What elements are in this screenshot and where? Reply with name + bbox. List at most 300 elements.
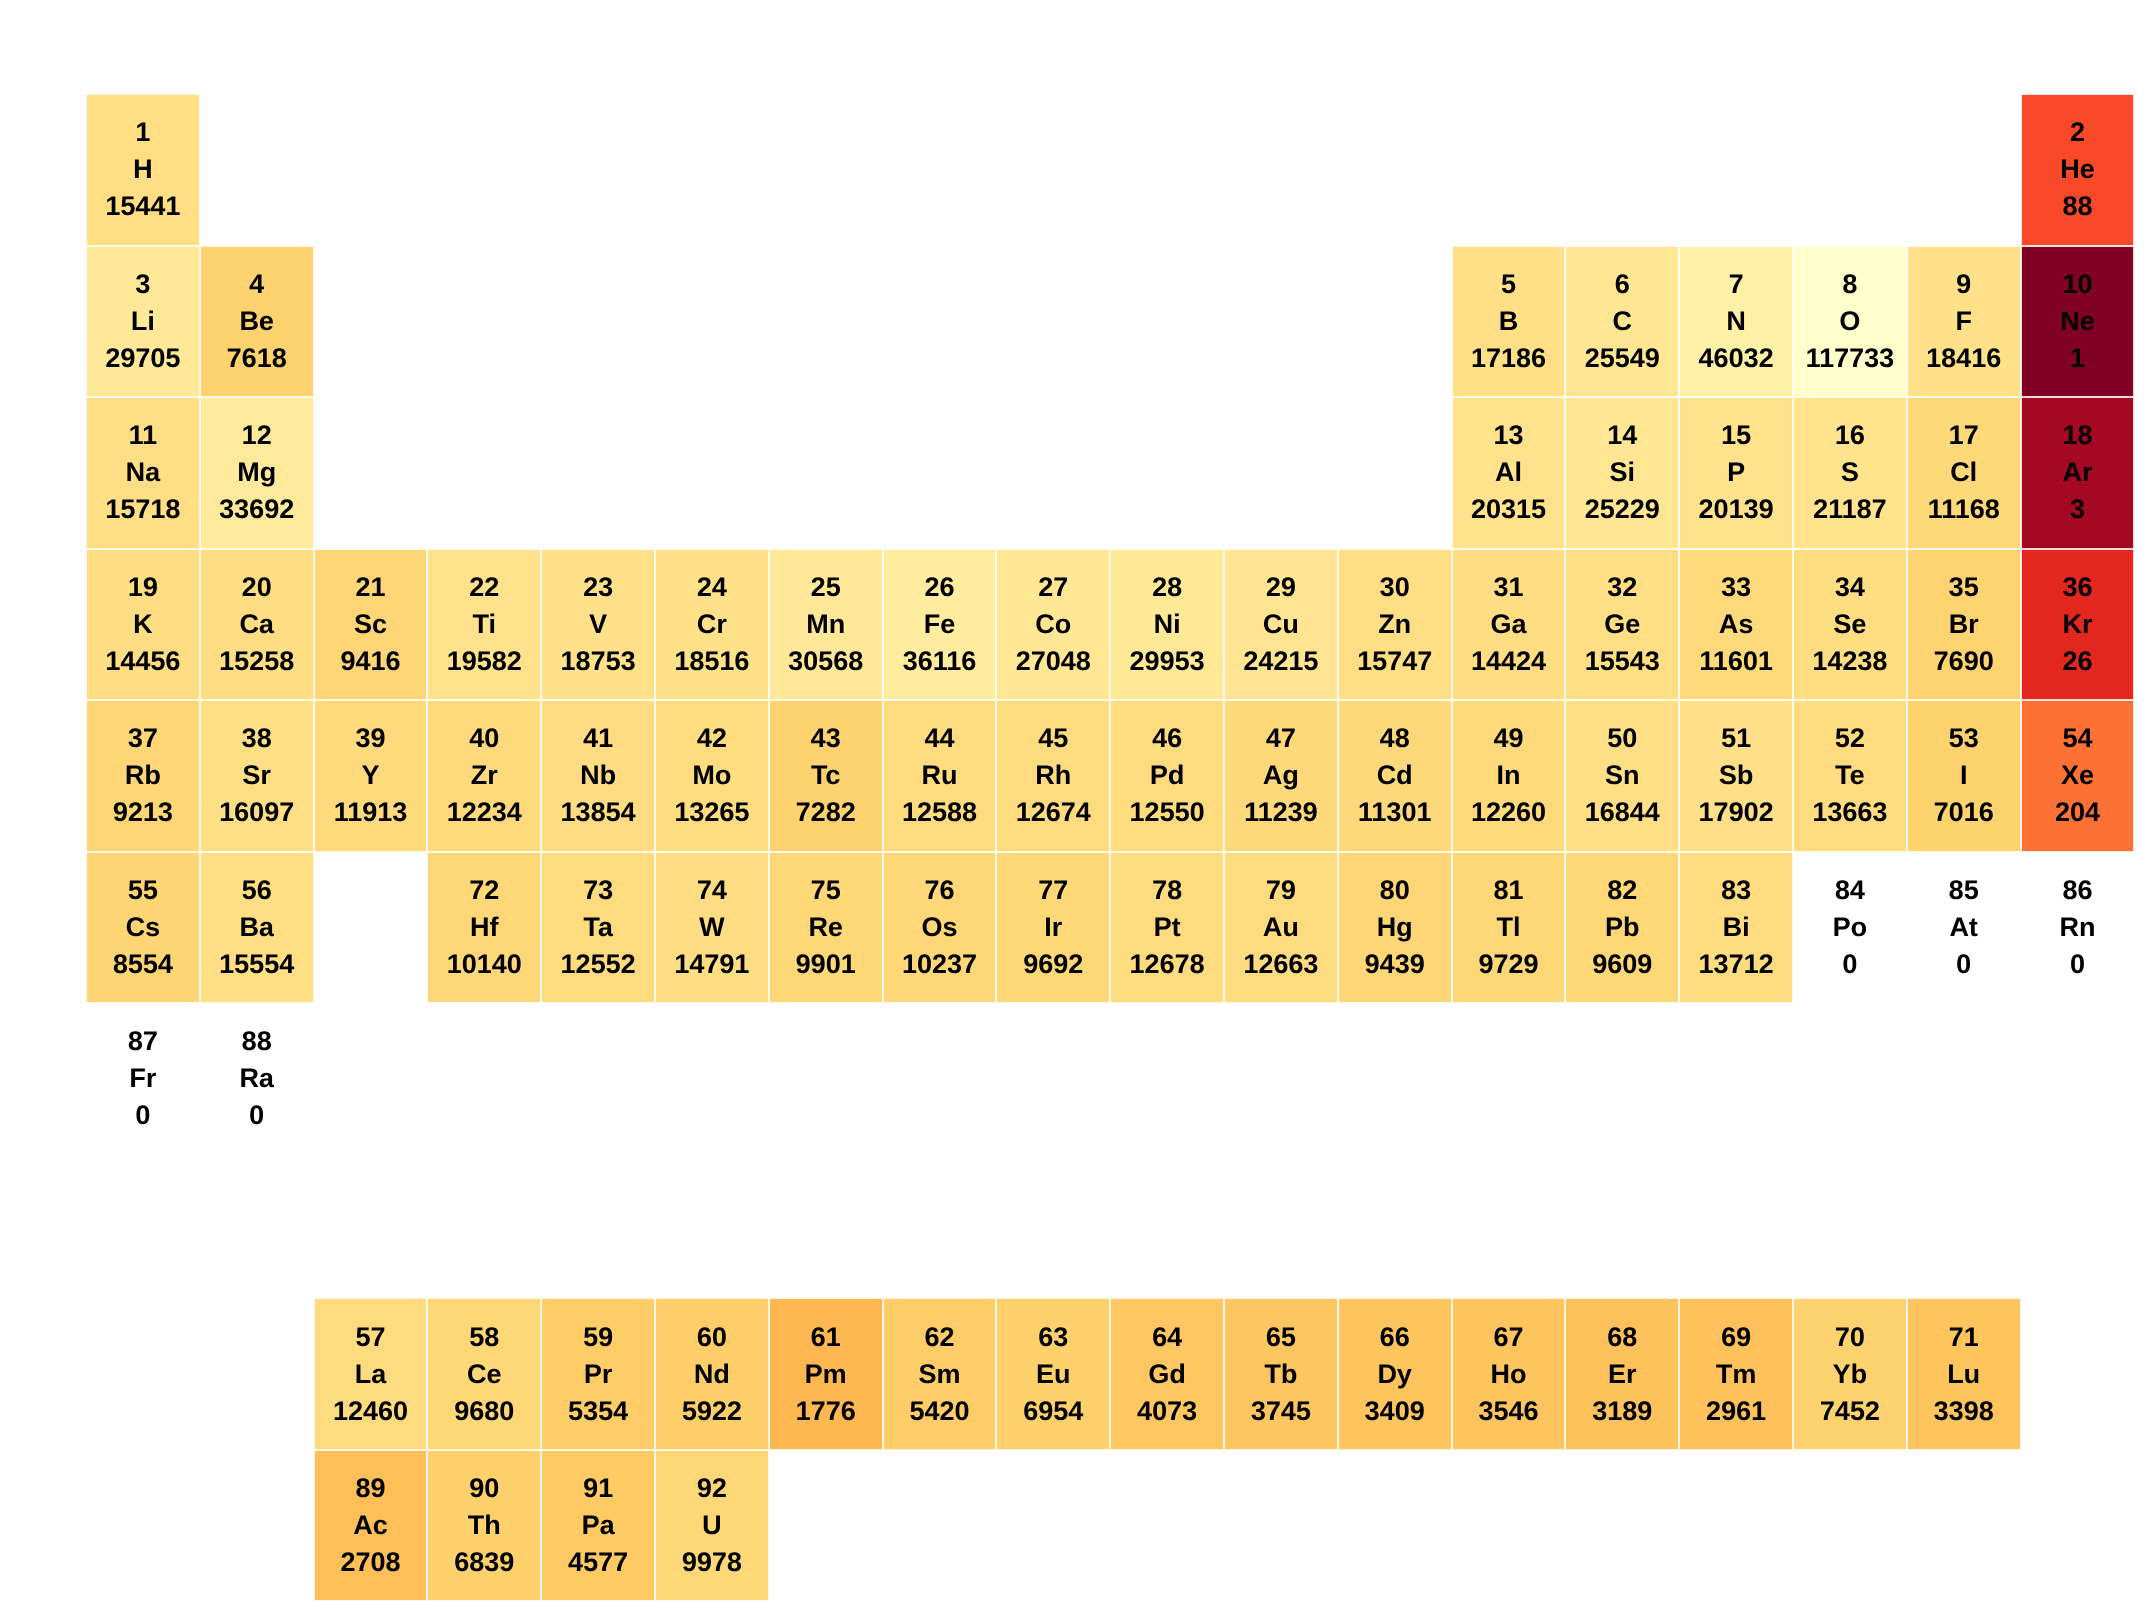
element-symbol: H (133, 154, 153, 185)
element-symbol: Sr (242, 760, 271, 791)
element-value: 5922 (681, 1395, 742, 1426)
element-symbol: Hg (1376, 911, 1413, 942)
atomic-number: 24 (696, 571, 727, 602)
element-symbol: Ne (2060, 305, 2095, 336)
atomic-number: 84 (1834, 874, 1865, 905)
atomic-number: 75 (810, 874, 841, 905)
element-value: 15747 (1357, 645, 1433, 676)
atomic-number: 7 (1728, 268, 1744, 299)
element-cell-rn (2021, 852, 2135, 1004)
atomic-number: 21 (355, 571, 386, 602)
element-cell-nb (541, 700, 655, 852)
element-symbol: Xe (2060, 760, 2094, 791)
element-cell-mo (655, 700, 769, 852)
element-value: 12260 (1470, 797, 1547, 828)
element-cell-k (86, 549, 200, 701)
atomic-number: 71 (1948, 1321, 1979, 1352)
element-symbol: C (1612, 305, 1633, 336)
element-value: 204 (2054, 797, 2101, 828)
element-cell-ce (427, 1298, 541, 1450)
element-symbol: Cr (696, 608, 727, 639)
element-value: 9609 (1592, 948, 1653, 979)
atomic-number: 78 (1152, 874, 1183, 905)
element-value: 7016 (1933, 797, 1994, 828)
element-symbol: Zn (1378, 608, 1412, 639)
element-cell-mg (200, 397, 314, 549)
element-value: 7282 (795, 797, 856, 828)
element-value: 33692 (219, 494, 295, 525)
atomic-number: 87 (127, 1026, 158, 1057)
element-symbol: Pm (804, 1358, 847, 1389)
element-symbol: Te (1835, 760, 1865, 791)
element-symbol: La (354, 1358, 387, 1389)
element-symbol: Tl (1496, 911, 1521, 942)
element-cell-yb (1793, 1298, 1907, 1450)
element-value: 5420 (909, 1395, 970, 1426)
element-value: 88 (2062, 191, 2093, 222)
atomic-number: 29 (1265, 571, 1296, 602)
element-symbol: Po (1832, 911, 1868, 942)
element-cell-sn (1565, 700, 1679, 852)
element-value: 18516 (674, 645, 750, 676)
element-value: 16097 (219, 797, 295, 828)
element-value: 3 (2069, 494, 2085, 525)
element-value: 18416 (1926, 342, 2002, 373)
element-value: 19582 (446, 645, 522, 676)
atomic-number: 37 (127, 723, 158, 754)
element-value: 29953 (1129, 645, 1205, 676)
element-symbol: P (1727, 457, 1746, 488)
element-value: 15718 (105, 494, 181, 525)
element-symbol: Cl (1950, 457, 1978, 488)
atomic-number: 44 (924, 723, 955, 754)
element-cell-ag (1224, 700, 1338, 852)
element-value: 7618 (226, 342, 287, 373)
atomic-number: 13 (1493, 420, 1524, 451)
element-symbol: Lu (1947, 1358, 1981, 1389)
element-value: 26 (2062, 645, 2093, 676)
element-cell-ar (2021, 397, 2135, 549)
element-cell-os (883, 852, 997, 1004)
element-symbol: Ac (353, 1510, 388, 1541)
atomic-number: 26 (924, 571, 955, 602)
element-value: 27048 (1015, 645, 1091, 676)
atomic-number: 6 (1614, 268, 1630, 299)
element-symbol: Sc (353, 608, 387, 639)
element-value: 0 (249, 1100, 265, 1131)
atomic-number: 3 (135, 268, 151, 299)
element-cell-b (1452, 246, 1566, 398)
element-cell-pb (1565, 852, 1679, 1004)
element-value: 3189 (1592, 1395, 1653, 1426)
element-cell-sr (200, 700, 314, 852)
atomic-number: 1 (135, 117, 151, 148)
element-symbol: Ar (2062, 457, 2093, 488)
element-symbol: Fe (923, 608, 956, 639)
element-value: 7690 (1933, 645, 1994, 676)
element-value: 13712 (1698, 948, 1774, 979)
element-value: 15258 (219, 645, 295, 676)
atomic-number: 43 (810, 723, 841, 754)
atomic-number: 18 (2062, 420, 2093, 451)
atomic-number: 62 (924, 1321, 955, 1352)
element-cell-se (1793, 549, 1907, 701)
element-value: 0 (2069, 948, 2085, 979)
atomic-number: 55 (127, 874, 158, 905)
element-symbol: Ir (1044, 911, 1063, 942)
element-cell-zn (1338, 549, 1452, 701)
atomic-number: 89 (355, 1473, 386, 1504)
element-symbol: O (1839, 305, 1861, 336)
atomic-number: 61 (810, 1321, 841, 1352)
atomic-number: 22 (469, 571, 500, 602)
element-symbol: Kr (2062, 608, 2093, 639)
atomic-number: 90 (469, 1473, 500, 1504)
element-value: 13663 (1812, 797, 1888, 828)
element-value: 11301 (1357, 797, 1432, 828)
element-value: 17186 (1470, 342, 1547, 373)
atomic-number: 46 (1152, 723, 1183, 754)
atomic-number: 48 (1379, 723, 1410, 754)
element-symbol: Mo (692, 760, 732, 791)
element-symbol: Ru (921, 760, 958, 791)
element-cell-na (86, 397, 200, 549)
element-symbol: Au (1262, 911, 1299, 942)
element-symbol: Y (361, 760, 380, 791)
element-value: 9692 (1023, 948, 1084, 979)
element-value: 29705 (105, 342, 181, 373)
atomic-number: 66 (1379, 1321, 1410, 1352)
element-cell-hg (1338, 852, 1452, 1004)
element-value: 3409 (1364, 1395, 1425, 1426)
element-symbol: Tc (810, 760, 841, 791)
atomic-number: 19 (127, 571, 158, 602)
element-symbol: Th (467, 1510, 501, 1541)
atomic-number: 40 (469, 723, 500, 754)
element-value: 3398 (1933, 1395, 1994, 1426)
atomic-number: 58 (469, 1321, 500, 1352)
element-value: 10237 (901, 948, 978, 979)
element-value: 11913 (333, 797, 408, 828)
element-symbol: Pb (1605, 911, 1640, 942)
element-symbol: Mg (237, 457, 277, 488)
atomic-number: 16 (1834, 420, 1865, 451)
element-cell-in (1452, 700, 1566, 852)
element-symbol: Os (921, 911, 958, 942)
element-cell-bi (1679, 852, 1793, 1004)
element-symbol: V (589, 608, 608, 639)
element-symbol: Rh (1035, 760, 1072, 791)
atomic-number: 12 (241, 420, 272, 451)
element-symbol: Yb (1832, 1358, 1868, 1389)
element-cell-te (1793, 700, 1907, 852)
element-symbol: Tm (1715, 1358, 1757, 1389)
element-symbol: Si (1609, 457, 1636, 488)
element-value: 12588 (901, 797, 978, 828)
element-cell-co (996, 549, 1110, 701)
element-symbol: Nb (580, 760, 617, 791)
element-value: 5354 (568, 1395, 629, 1426)
element-cell-mn (769, 549, 883, 701)
atomic-number: 4 (249, 268, 265, 299)
element-cell-v (541, 549, 655, 701)
element-symbol: Cd (1376, 760, 1413, 791)
element-cell-ga (1452, 549, 1566, 701)
element-cell-as (1679, 549, 1793, 701)
atomic-number: 23 (583, 571, 614, 602)
element-symbol: Ag (1262, 760, 1299, 791)
element-symbol: He (2060, 154, 2095, 185)
element-value: 15543 (1584, 645, 1660, 676)
element-cell-th (427, 1450, 541, 1601)
element-symbol: N (1726, 305, 1746, 336)
element-value: 117733 (1805, 342, 1895, 373)
element-symbol: Tb (1264, 1358, 1298, 1389)
element-cell-o (1793, 246, 1907, 398)
element-value: 12234 (446, 797, 522, 828)
element-value: 12550 (1129, 797, 1205, 828)
element-value: 6954 (1023, 1395, 1084, 1426)
element-symbol: W (699, 911, 725, 942)
element-symbol: Pd (1149, 760, 1185, 791)
element-cell-au (1224, 852, 1338, 1004)
element-symbol: Pr (583, 1358, 613, 1389)
element-value: 12674 (1015, 797, 1091, 828)
element-value: 17902 (1698, 797, 1774, 828)
element-cell-pd (1110, 700, 1224, 852)
atomic-number: 5 (1500, 268, 1516, 299)
element-symbol: Ra (239, 1063, 274, 1094)
element-symbol: S (1840, 457, 1859, 488)
element-cell-cr (655, 549, 769, 701)
element-cell-ir (996, 852, 1110, 1004)
element-symbol: Ta (583, 911, 613, 942)
element-value: 25229 (1584, 494, 1660, 525)
element-value: 0 (1842, 948, 1858, 979)
element-value: 36116 (902, 645, 977, 676)
element-symbol: B (1498, 305, 1519, 336)
element-symbol: Hf (470, 911, 499, 942)
element-symbol: Rb (124, 760, 161, 791)
element-value: 13854 (560, 797, 636, 828)
atomic-number: 54 (2062, 723, 2093, 754)
element-value: 30568 (788, 645, 864, 676)
element-value: 7452 (1819, 1395, 1880, 1426)
atomic-number: 31 (1493, 571, 1524, 602)
atomic-number: 14 (1607, 420, 1638, 451)
atomic-number: 15 (1721, 420, 1752, 451)
element-value: 9439 (1364, 948, 1425, 979)
element-cell-ni (1110, 549, 1224, 701)
element-value: 9729 (1478, 948, 1539, 979)
element-cell-al (1452, 397, 1566, 549)
atomic-number: 32 (1607, 571, 1638, 602)
element-value: 9416 (340, 645, 401, 676)
element-value: 9901 (795, 948, 856, 979)
element-cell-ru (883, 700, 997, 852)
element-value: 3546 (1478, 1395, 1539, 1426)
element-cell-pa (541, 1450, 655, 1601)
atomic-number: 51 (1721, 723, 1752, 754)
element-cell-tc (769, 700, 883, 852)
element-symbol: Li (130, 305, 155, 336)
element-cell-ac (314, 1450, 428, 1601)
element-cell-zr (427, 700, 541, 852)
atomic-number: 10 (2062, 268, 2093, 299)
element-cell-rh (996, 700, 1110, 852)
element-symbol: Br (1948, 608, 1979, 639)
element-cell-pm (769, 1298, 883, 1450)
atomic-number: 28 (1152, 571, 1183, 602)
element-cell-kr (2021, 549, 2135, 701)
element-value: 46032 (1698, 342, 1774, 373)
element-symbol: Gd (1148, 1358, 1186, 1389)
element-symbol: Fr (129, 1063, 157, 1094)
element-value: 20315 (1470, 494, 1547, 525)
element-cell-sc (314, 549, 428, 701)
atomic-number: 80 (1379, 874, 1410, 905)
atomic-number: 20 (241, 571, 272, 602)
element-cell-eu (996, 1298, 1110, 1450)
element-symbol: Ho (1490, 1358, 1527, 1389)
element-symbol: Sm (918, 1358, 961, 1389)
atomic-number: 2 (2069, 117, 2085, 148)
element-cell-er (1565, 1298, 1679, 1450)
atomic-number: 72 (469, 874, 500, 905)
element-value: 1776 (795, 1395, 856, 1426)
element-symbol: Re (808, 911, 843, 942)
element-cell-si (1565, 397, 1679, 549)
atomic-number: 9 (1956, 268, 1972, 299)
atomic-number: 52 (1834, 723, 1865, 754)
element-value: 9213 (112, 797, 173, 828)
element-cell-be (200, 246, 314, 398)
element-value: 18753 (560, 645, 636, 676)
element-value: 9680 (454, 1395, 515, 1426)
atomic-number: 38 (241, 723, 272, 754)
atomic-number: 91 (583, 1473, 614, 1504)
atomic-number: 35 (1948, 571, 1979, 602)
atomic-number: 67 (1493, 1321, 1524, 1352)
element-cell-xe (2021, 700, 2135, 852)
atomic-number: 34 (1834, 571, 1865, 602)
element-cell-p (1679, 397, 1793, 549)
atomic-number: 57 (355, 1321, 386, 1352)
element-symbol: Eu (1036, 1358, 1071, 1389)
element-value: 14424 (1470, 645, 1547, 676)
atomic-number: 70 (1834, 1321, 1865, 1352)
element-symbol: Al (1494, 457, 1522, 488)
element-value: 11168 (1927, 494, 2000, 525)
element-value: 12678 (1129, 948, 1205, 979)
element-value: 6839 (454, 1547, 515, 1578)
element-value: 20139 (1698, 494, 1774, 525)
element-cell-li (86, 246, 200, 398)
element-cell-sb (1679, 700, 1793, 852)
element-cell-h (86, 94, 200, 246)
element-cell-i (1907, 700, 2021, 852)
atomic-number: 42 (696, 723, 727, 754)
element-cell-tb (1224, 1298, 1338, 1450)
element-symbol: Nd (693, 1358, 730, 1389)
element-cell-ne (2021, 246, 2135, 398)
atomic-number: 49 (1493, 723, 1524, 754)
atomic-number: 79 (1265, 874, 1296, 905)
atomic-number: 77 (1038, 874, 1069, 905)
element-symbol: Se (1833, 608, 1867, 639)
element-value: 14456 (105, 645, 181, 676)
atomic-number: 27 (1038, 571, 1069, 602)
atomic-number: 39 (355, 723, 386, 754)
element-cell-pr (541, 1298, 655, 1450)
element-symbol: K (133, 608, 153, 639)
element-symbol: Er (1608, 1358, 1637, 1389)
atomic-number: 63 (1038, 1321, 1069, 1352)
atomic-number: 11 (128, 420, 158, 451)
element-cell-f (1907, 246, 2021, 398)
element-value: 8554 (112, 948, 173, 979)
element-cell-fr (86, 1003, 200, 1155)
atomic-number: 8 (1842, 268, 1858, 299)
element-value: 10140 (446, 948, 522, 979)
atomic-number: 50 (1607, 723, 1638, 754)
element-symbol: Ba (239, 911, 274, 942)
element-cell-pt (1110, 852, 1224, 1004)
element-cell-he (2021, 94, 2135, 246)
element-value: 16844 (1584, 797, 1660, 828)
element-symbol: Ni (1153, 608, 1181, 639)
element-symbol: Ce (467, 1358, 502, 1389)
element-cell-ge (1565, 549, 1679, 701)
element-value: 14791 (674, 948, 750, 979)
element-cell-dy (1338, 1298, 1452, 1450)
element-value: 1 (2069, 342, 2085, 373)
element-symbol: U (702, 1510, 722, 1541)
atomic-number: 53 (1948, 723, 1979, 754)
element-value: 3745 (1250, 1395, 1311, 1426)
atomic-number: 45 (1038, 723, 1069, 754)
atomic-number: 33 (1721, 571, 1752, 602)
element-symbol: Pt (1153, 911, 1181, 942)
element-value: 12552 (560, 948, 636, 979)
element-cell-y (314, 700, 428, 852)
element-cell-s (1793, 397, 1907, 549)
atomic-number: 82 (1607, 874, 1638, 905)
atomic-number: 60 (696, 1321, 727, 1352)
atomic-number: 59 (583, 1321, 614, 1352)
element-symbol: Cu (1262, 608, 1299, 639)
atomic-number: 47 (1265, 723, 1296, 754)
element-symbol: Sb (1718, 760, 1754, 791)
element-cell-cu (1224, 549, 1338, 701)
element-cell-cs (86, 852, 200, 1004)
atomic-number: 73 (583, 874, 614, 905)
element-symbol: Ca (239, 608, 274, 639)
atomic-number: 41 (583, 723, 614, 754)
element-cell-gd (1110, 1298, 1224, 1450)
element-value: 12460 (332, 1395, 409, 1426)
element-symbol: Cs (125, 911, 161, 942)
element-value: 4073 (1137, 1395, 1198, 1426)
element-symbol: Sn (1605, 760, 1640, 791)
atomic-number: 76 (924, 874, 955, 905)
atomic-number: 88 (241, 1026, 272, 1057)
element-cell-tm (1679, 1298, 1793, 1450)
element-value: 25549 (1584, 342, 1660, 373)
element-cell-c (1565, 246, 1679, 398)
element-symbol: Mn (806, 608, 846, 639)
element-value: 12663 (1243, 948, 1319, 979)
